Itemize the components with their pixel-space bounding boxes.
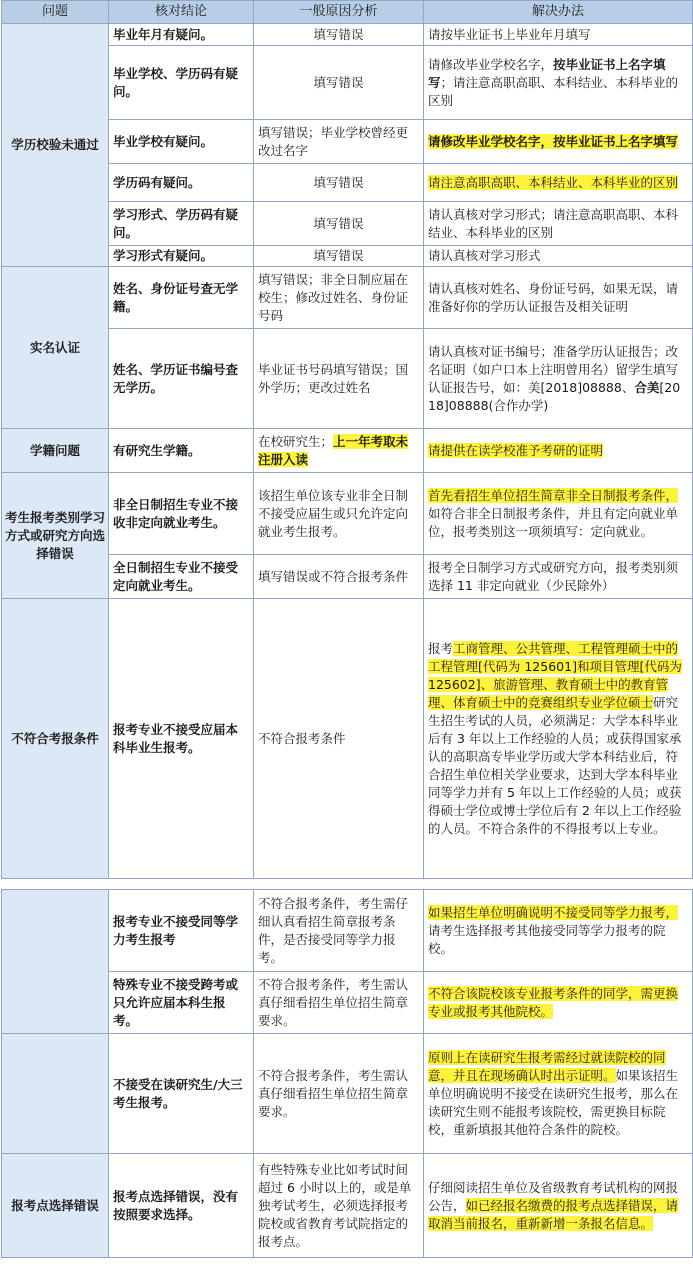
solution-cell: 请按毕业证书上毕业年月填写 — [424, 24, 693, 46]
solution-emphasis: 按毕业证书上名字填写 — [428, 56, 666, 90]
solution-cell: 请认真核对学习形式 — [424, 246, 693, 267]
solution-highlight: 请注意高职高职、本科结业、本科毕业的区别 — [428, 174, 679, 190]
reason-cell — [254, 429, 424, 473]
reason-cell: 有些特殊专业比如考试时间超过 6 小时以上的，或是单独考试考生，必须选择报考院校或省教育考试院指定的报考点。 — [254, 1154, 424, 1258]
solution-highlight: 首先看招生单位招生简章非全日制报考条件， — [428, 487, 679, 503]
reason-cell: 填写错误 — [254, 46, 424, 120]
solution-highlight: 如已经报名缴费的报考点选择错误，请取消当前报名，重新新增一条报名信息。 — [428, 1197, 679, 1231]
check-cell: 学历码有疑问。 — [109, 164, 254, 202]
solution-cell — [424, 1034, 693, 1154]
check-cell: 不接受在读研究生/大三考生报考。 — [109, 1034, 254, 1154]
solution-highlight: 工商管理、公共管理、工程管理硕士中的工程管理[代码为 125601]和项目管理[代码为 125602]、旅游管理、教育硕士中的教育管理、体育硕士中的竞赛组织专业学位硕士 — [428, 640, 682, 710]
reason-highlight: 上一年考取未注册入读 — [258, 433, 409, 467]
check-cell: 姓名、学历证书编号查无学历。 — [109, 329, 254, 429]
check-cell: 非全日制招生专业不接收非定向就业考生。 — [109, 473, 254, 555]
solution-text: ；请注意高职高职、本科结业、本科毕业的区别 — [428, 74, 679, 108]
table-row — [2, 890, 693, 972]
category-equivalent — [2, 890, 109, 1034]
check-cell: 有研究生学籍。 — [109, 429, 254, 473]
reason-cell: 填写错误；毕业学校曾经更改过名字 — [254, 120, 424, 164]
solution-text: 请修改毕业学校名字， — [428, 56, 554, 72]
solution-cell — [424, 120, 693, 164]
check-cell: 姓名、身份证号查无学籍。 — [109, 267, 254, 329]
solution-highlight: 请修改毕业学校名字，按毕业证书上名字填写 — [428, 133, 679, 149]
header-reason: 一般原因分析 — [254, 1, 424, 24]
solution-cell: 报考全日制学习方式或研究方向，报考类别须选择 11 非定向就业（少民除外） — [424, 555, 693, 599]
solution-cell — [424, 473, 693, 555]
solution-highlight: 不符合该院校该专业报考条件的同学，需更换专业或报考其他院校。 — [428, 985, 679, 1019]
table-row — [2, 429, 693, 473]
solution-cell — [424, 429, 693, 473]
table-row — [2, 473, 693, 555]
solution-highlight: 原则上在读研究生报考需经过就读院校的同意，并且在现场确认时出示证明。 — [428, 1049, 666, 1083]
check-cell: 毕业学校有疑问。 — [109, 120, 254, 164]
category-ineligible: 不符合考报条件 — [2, 599, 109, 879]
header-issue: 问题 — [2, 1, 109, 24]
solution-cell — [424, 164, 693, 202]
solution-text: 如果该招生单位明确说明不接受在读研究生报考，那么在读研究生则不能报考该院校，需更换目标院校，重新填报其他符合条件的院校。 — [428, 1067, 679, 1137]
reason-text: 在校研究生； — [258, 433, 334, 449]
reason-cell: 不符合报考条件，考生需认真仔细看招生单位招生简章要求。 — [254, 972, 424, 1034]
solution-cell — [424, 1154, 693, 1258]
reason-cell: 不符合报考条件 — [254, 599, 424, 879]
solution-highlight: 如果招生单位明确说明不接受同等学力报考， — [428, 904, 679, 920]
solution-cell — [424, 329, 693, 429]
category-student-status: 学籍问题 — [2, 429, 109, 473]
solution-cell — [424, 46, 693, 120]
solution-cell: 请认真核对姓名、身份证号码，如果无误，请准备好你的学历认证报告及相关证明 — [424, 267, 693, 329]
solution-highlight: 请提供在读学校准予考研的证明 — [428, 442, 604, 458]
solution-text: 请认真核对证书编号；准备学历认证报告；改名证明（如户口本上注明曾用名）留学生填写认证报告号，如：美[2018]08888、 — [428, 343, 679, 395]
solution-text: 研究生招生考试的人员，必须满足：大学本科毕业后有 3 年以上工作经验的人员；或获得国家承认的高职高专毕业学历或大学本科结业后，符合招生单位相关学业要求，达到大学本科毕业同等学力并有 5 年以上工作经验的人员；或获得硕士学位或博士学位后有 2 年以上工作经验的人员。不符合条件的不得报考以上专业。 — [428, 694, 682, 836]
check-cell: 学习形式有疑问。 — [109, 246, 254, 267]
check-cell: 报考点选择错误，没有按照要求选择。 — [109, 1154, 254, 1258]
check-cell: 毕业学校、学历码有疑问。 — [109, 46, 254, 120]
check-cell: 特殊专业不接受跨考或只允许应届本科生报考。 — [109, 972, 254, 1034]
header-solution: 解决办法 — [424, 1, 693, 24]
solution-text: 仔细阅读招生单位及省级教育考试机构的网报公告， — [428, 1179, 679, 1213]
solution-cell — [424, 890, 693, 972]
header-row — [2, 1, 693, 24]
section-gap — [2, 879, 693, 890]
solution-text: 报考 — [428, 640, 454, 656]
exam-issue-table — [1, 0, 693, 1258]
solution-text: 如符合非全日制报考条件，并且有定向就业单位，报考类别这一项须填写：定向就业。 — [428, 505, 679, 539]
category-enrolled — [2, 1034, 109, 1154]
table-row — [2, 1154, 693, 1258]
solution-text: 请考生选择报考其他接受同等学力报考的院校。 — [428, 922, 666, 956]
table-row — [2, 24, 693, 46]
check-cell: 毕业年月有疑问。 — [109, 24, 254, 46]
table-row — [2, 599, 693, 879]
reason-cell: 填写错误或不符合报考条件 — [254, 555, 424, 599]
reason-cell: 填写错误 — [254, 164, 424, 202]
solution-emphasis: 合美 — [634, 379, 660, 395]
check-cell: 全日制招生专业不接受定向就业考生。 — [109, 555, 254, 599]
header-check: 核对结论 — [109, 1, 254, 24]
category-exam-site: 报考点选择错误 — [2, 1154, 109, 1258]
check-cell: 报考专业不接受同等学力考生报考 — [109, 890, 254, 972]
solution-cell: 请认真核对学习形式；请注意高职高职、本科结业、本科毕业的区别 — [424, 202, 693, 246]
solution-cell — [424, 972, 693, 1034]
reason-cell: 填写错误 — [254, 246, 424, 267]
reason-cell: 不符合报考条件，考生需认真仔细看招生单位招生简章要求。 — [254, 1034, 424, 1154]
reason-cell: 该招生单位该专业非全日制不接受应届生或只允许定向就业考生报考。 — [254, 473, 424, 555]
reason-cell: 填写错误；非全日制应届在校生；修改过姓名、身份证号码 — [254, 267, 424, 329]
check-cell: 报考专业不接受应届本科毕业生报考。 — [109, 599, 254, 879]
category-real-name: 实名认证 — [2, 267, 109, 429]
check-cell: 学习形式、学历码有疑问。 — [109, 202, 254, 246]
reason-cell: 毕业证书号码填写错误；国外学历；更改过姓名 — [254, 329, 424, 429]
table-row — [2, 267, 693, 329]
reason-cell: 填写错误 — [254, 24, 424, 46]
reason-cell: 填写错误 — [254, 202, 424, 246]
category-study-mode: 考生报考类别学习方式或研究方向选择错误 — [2, 473, 109, 599]
category-education-check: 学历校验未通过 — [2, 24, 109, 267]
table-row — [2, 1034, 693, 1154]
reason-cell: 不符合报考条件，考生需仔细认真看招生简章报考条件，是否接受同等学力报考。 — [254, 890, 424, 972]
solution-cell — [424, 599, 693, 879]
solution-text: [2018]08888(合作办学) — [428, 379, 681, 413]
